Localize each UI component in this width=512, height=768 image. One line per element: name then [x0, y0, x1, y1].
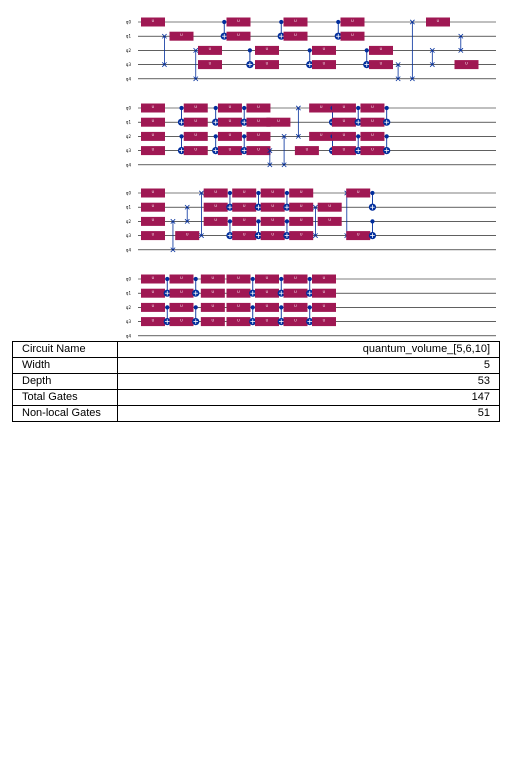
- qubit-label: q3: [125, 319, 131, 325]
- cnot-control: [365, 48, 369, 52]
- cnot-control: [242, 106, 246, 110]
- stats-row-depth: [13, 374, 500, 390]
- u-gate-label: U: [299, 189, 303, 194]
- u-gate-label: U: [265, 304, 269, 309]
- cnot-control: [336, 20, 340, 24]
- cnot-control: [308, 305, 312, 309]
- u-gate-label: U: [351, 33, 354, 37]
- u-gate-label: U: [151, 204, 155, 208]
- qubit-label: q0: [125, 105, 131, 111]
- u-gate-label: U: [379, 61, 383, 66]
- u-gate-label: U: [356, 232, 360, 237]
- cnot-control: [165, 305, 169, 309]
- u-gate-label: U: [151, 189, 155, 194]
- u-gate-label: U: [151, 232, 155, 237]
- u-gate-label: U: [294, 290, 297, 294]
- cnot-control: [256, 191, 260, 195]
- u-gate-label: U: [271, 232, 275, 237]
- u-gate-label: U: [228, 147, 232, 152]
- u-gate-label: U: [228, 104, 232, 109]
- cnot-control: [385, 134, 389, 138]
- u-gate-label: U: [322, 47, 326, 52]
- u-gate-label: U: [237, 290, 240, 294]
- u-gate-label: U: [342, 147, 346, 152]
- u-gate-label: U: [237, 275, 240, 280]
- u-gate-label: U: [294, 18, 297, 23]
- u-gate-label: U: [194, 104, 198, 109]
- u-gate-label: U: [265, 275, 269, 280]
- stats-value: 5: [118, 358, 500, 374]
- u-gate-label: U: [214, 218, 218, 223]
- u-gate-label: U: [242, 218, 246, 223]
- u-gate-label: U: [299, 232, 303, 237]
- circuit-segment: [126, 18, 496, 82]
- u-gate-label: U: [257, 133, 260, 138]
- stats-row-circuit-name: [13, 342, 500, 358]
- u-gate-label: U: [151, 147, 155, 152]
- u-gate-label: U: [214, 204, 218, 208]
- cnot-control: [356, 106, 360, 110]
- u-gate-label: U: [237, 18, 240, 23]
- u-gate-label: U: [242, 232, 246, 237]
- u-gate-label: U: [371, 104, 374, 109]
- circuit-segment: [126, 189, 496, 253]
- qubit-label: q2: [125, 304, 131, 310]
- cnot-control: [251, 277, 255, 281]
- qubit-label: q2: [125, 133, 131, 139]
- u-gate-label: U: [237, 33, 240, 37]
- u-gate-label: U: [299, 218, 303, 223]
- u-gate-label: U: [211, 304, 215, 309]
- cnot-control: [279, 277, 283, 281]
- qubit-label: q0: [125, 190, 131, 196]
- stats-label: Width: [13, 358, 118, 374]
- u-gate-label: U: [277, 119, 280, 123]
- u-gate-label: U: [180, 275, 183, 280]
- u-gate-label: U: [342, 104, 346, 109]
- u-gate-label: U: [151, 290, 155, 294]
- cnot-control: [242, 134, 246, 138]
- u-gate-label: U: [265, 61, 269, 66]
- cnot-control: [228, 191, 232, 195]
- cnot-control: [248, 48, 252, 52]
- u-gate-label: U: [322, 318, 326, 323]
- u-gate-label: U: [237, 304, 240, 309]
- stats-value: 53: [118, 374, 500, 390]
- circuit-segment: [126, 275, 496, 339]
- stats-value: quantum_volume_[5,6,10]: [118, 342, 500, 358]
- u-gate-label: U: [322, 275, 326, 280]
- u-gate-label: U: [208, 61, 212, 66]
- stats-value: 147: [118, 390, 500, 406]
- u-gate-label: U: [299, 204, 303, 208]
- u-gate-label: U: [211, 290, 215, 294]
- cnot-control: [385, 106, 389, 110]
- u-gate-label: U: [342, 119, 346, 123]
- cnot-control: [214, 106, 218, 110]
- cnot-control: [194, 277, 198, 281]
- u-gate-label: U: [180, 318, 183, 323]
- u-gate-label: U: [465, 61, 468, 66]
- u-gate-label: U: [371, 133, 374, 138]
- u-gate-label: U: [185, 232, 189, 237]
- qubit-label: q4: [125, 162, 131, 168]
- cnot-control: [370, 191, 374, 195]
- u-gate-label: U: [265, 290, 269, 294]
- qubit-label: q3: [125, 148, 131, 154]
- u-gate-label: U: [151, 133, 155, 138]
- u-gate-label: U: [194, 119, 198, 123]
- u-gate-label: U: [322, 304, 326, 309]
- u-gate-label: U: [294, 33, 297, 37]
- u-gate-label: U: [328, 218, 332, 223]
- u-gate-label: U: [265, 47, 269, 52]
- u-gate-label: U: [294, 318, 297, 323]
- u-gate-label: U: [322, 290, 326, 294]
- u-gate-label: U: [180, 33, 183, 37]
- u-gate-label: U: [379, 47, 383, 52]
- qubit-label: q1: [125, 119, 131, 125]
- stats-label: Total Gates: [13, 390, 118, 406]
- u-gate-label: U: [319, 133, 323, 138]
- u-gate-label: U: [214, 189, 218, 194]
- circuit-segment: [126, 104, 496, 168]
- u-gate-label: U: [322, 61, 326, 66]
- u-gate-label: U: [151, 318, 155, 323]
- cnot-control: [251, 305, 255, 309]
- u-gate-label: U: [294, 275, 297, 280]
- qubit-label: q0: [125, 276, 131, 282]
- u-gate-label: U: [228, 119, 232, 123]
- u-gate-label: U: [228, 133, 232, 138]
- cnot-control: [165, 277, 169, 281]
- stats-row-width: [13, 358, 500, 374]
- u-gate-label: U: [211, 318, 215, 323]
- circuit-diagram: [0, 0, 512, 340]
- u-gate-label: U: [294, 304, 297, 309]
- cnot-control: [356, 134, 360, 138]
- qubit-label: q4: [125, 76, 131, 82]
- u-gate-label: U: [194, 147, 198, 152]
- u-gate-label: U: [242, 204, 246, 208]
- u-gate-label: U: [208, 47, 212, 52]
- u-gate-label: U: [151, 18, 155, 23]
- u-gate-label: U: [257, 147, 260, 152]
- u-gate-label: U: [151, 119, 155, 123]
- u-gate-label: U: [371, 147, 374, 152]
- cnot-control: [279, 305, 283, 309]
- u-gate-label: U: [328, 204, 332, 208]
- qubit-label: q3: [125, 233, 131, 239]
- cnot-control: [228, 219, 232, 223]
- cnot-control: [256, 219, 260, 223]
- u-gate-label: U: [305, 147, 309, 152]
- qubit-label: q1: [125, 33, 131, 39]
- qubit-label: q0: [125, 19, 131, 25]
- u-gate-label: U: [265, 318, 269, 323]
- u-gate-label: U: [151, 304, 155, 309]
- cnot-control: [194, 305, 198, 309]
- u-gate-label: U: [319, 104, 323, 109]
- u-gate-label: U: [257, 104, 260, 109]
- stats-row-non-local-gates: [13, 406, 500, 422]
- stats-label: Depth: [13, 374, 118, 390]
- cnot-control: [285, 191, 289, 195]
- u-gate-label: U: [271, 204, 275, 208]
- cnot-control: [308, 277, 312, 281]
- u-gate-label: U: [180, 290, 183, 294]
- u-gate-label: U: [436, 18, 440, 23]
- cnot-control: [179, 106, 183, 110]
- u-gate-label: U: [351, 18, 354, 23]
- qubit-label: q3: [125, 62, 131, 68]
- stats-value: 51: [118, 406, 500, 422]
- u-gate-label: U: [151, 218, 155, 223]
- u-gate-label: U: [211, 275, 215, 280]
- stats-label: Non-local Gates: [13, 406, 118, 422]
- u-gate-label: U: [371, 119, 374, 123]
- u-gate-label: U: [271, 189, 275, 194]
- cnot-control: [285, 219, 289, 223]
- qubit-label: q2: [125, 47, 131, 53]
- u-gate-label: U: [151, 275, 155, 280]
- cnot-control: [214, 134, 218, 138]
- cnot-control: [222, 20, 226, 24]
- qubit-label: q4: [125, 333, 131, 339]
- qubit-label: q1: [125, 290, 131, 296]
- qubit-label: q1: [125, 204, 131, 210]
- qubit-label: q4: [125, 247, 131, 253]
- cnot-control: [370, 219, 374, 223]
- u-gate-label: U: [194, 133, 198, 138]
- cnot-control: [308, 48, 312, 52]
- u-gate-label: U: [180, 304, 183, 309]
- u-gate-label: U: [271, 218, 275, 223]
- qubit-label: q2: [125, 218, 131, 224]
- stats-row-total-gates: [13, 390, 500, 406]
- u-gate-label: U: [237, 318, 240, 323]
- u-gate-label: U: [151, 104, 155, 109]
- cnot-control: [179, 134, 183, 138]
- stats-label: Circuit Name: [13, 342, 118, 358]
- u-gate-label: U: [356, 189, 360, 194]
- u-gate-label: U: [242, 189, 246, 194]
- u-gate-label: U: [257, 119, 260, 123]
- cnot-control: [279, 20, 283, 24]
- circuit-stats-table: [12, 341, 500, 422]
- u-gate-label: U: [342, 133, 346, 138]
